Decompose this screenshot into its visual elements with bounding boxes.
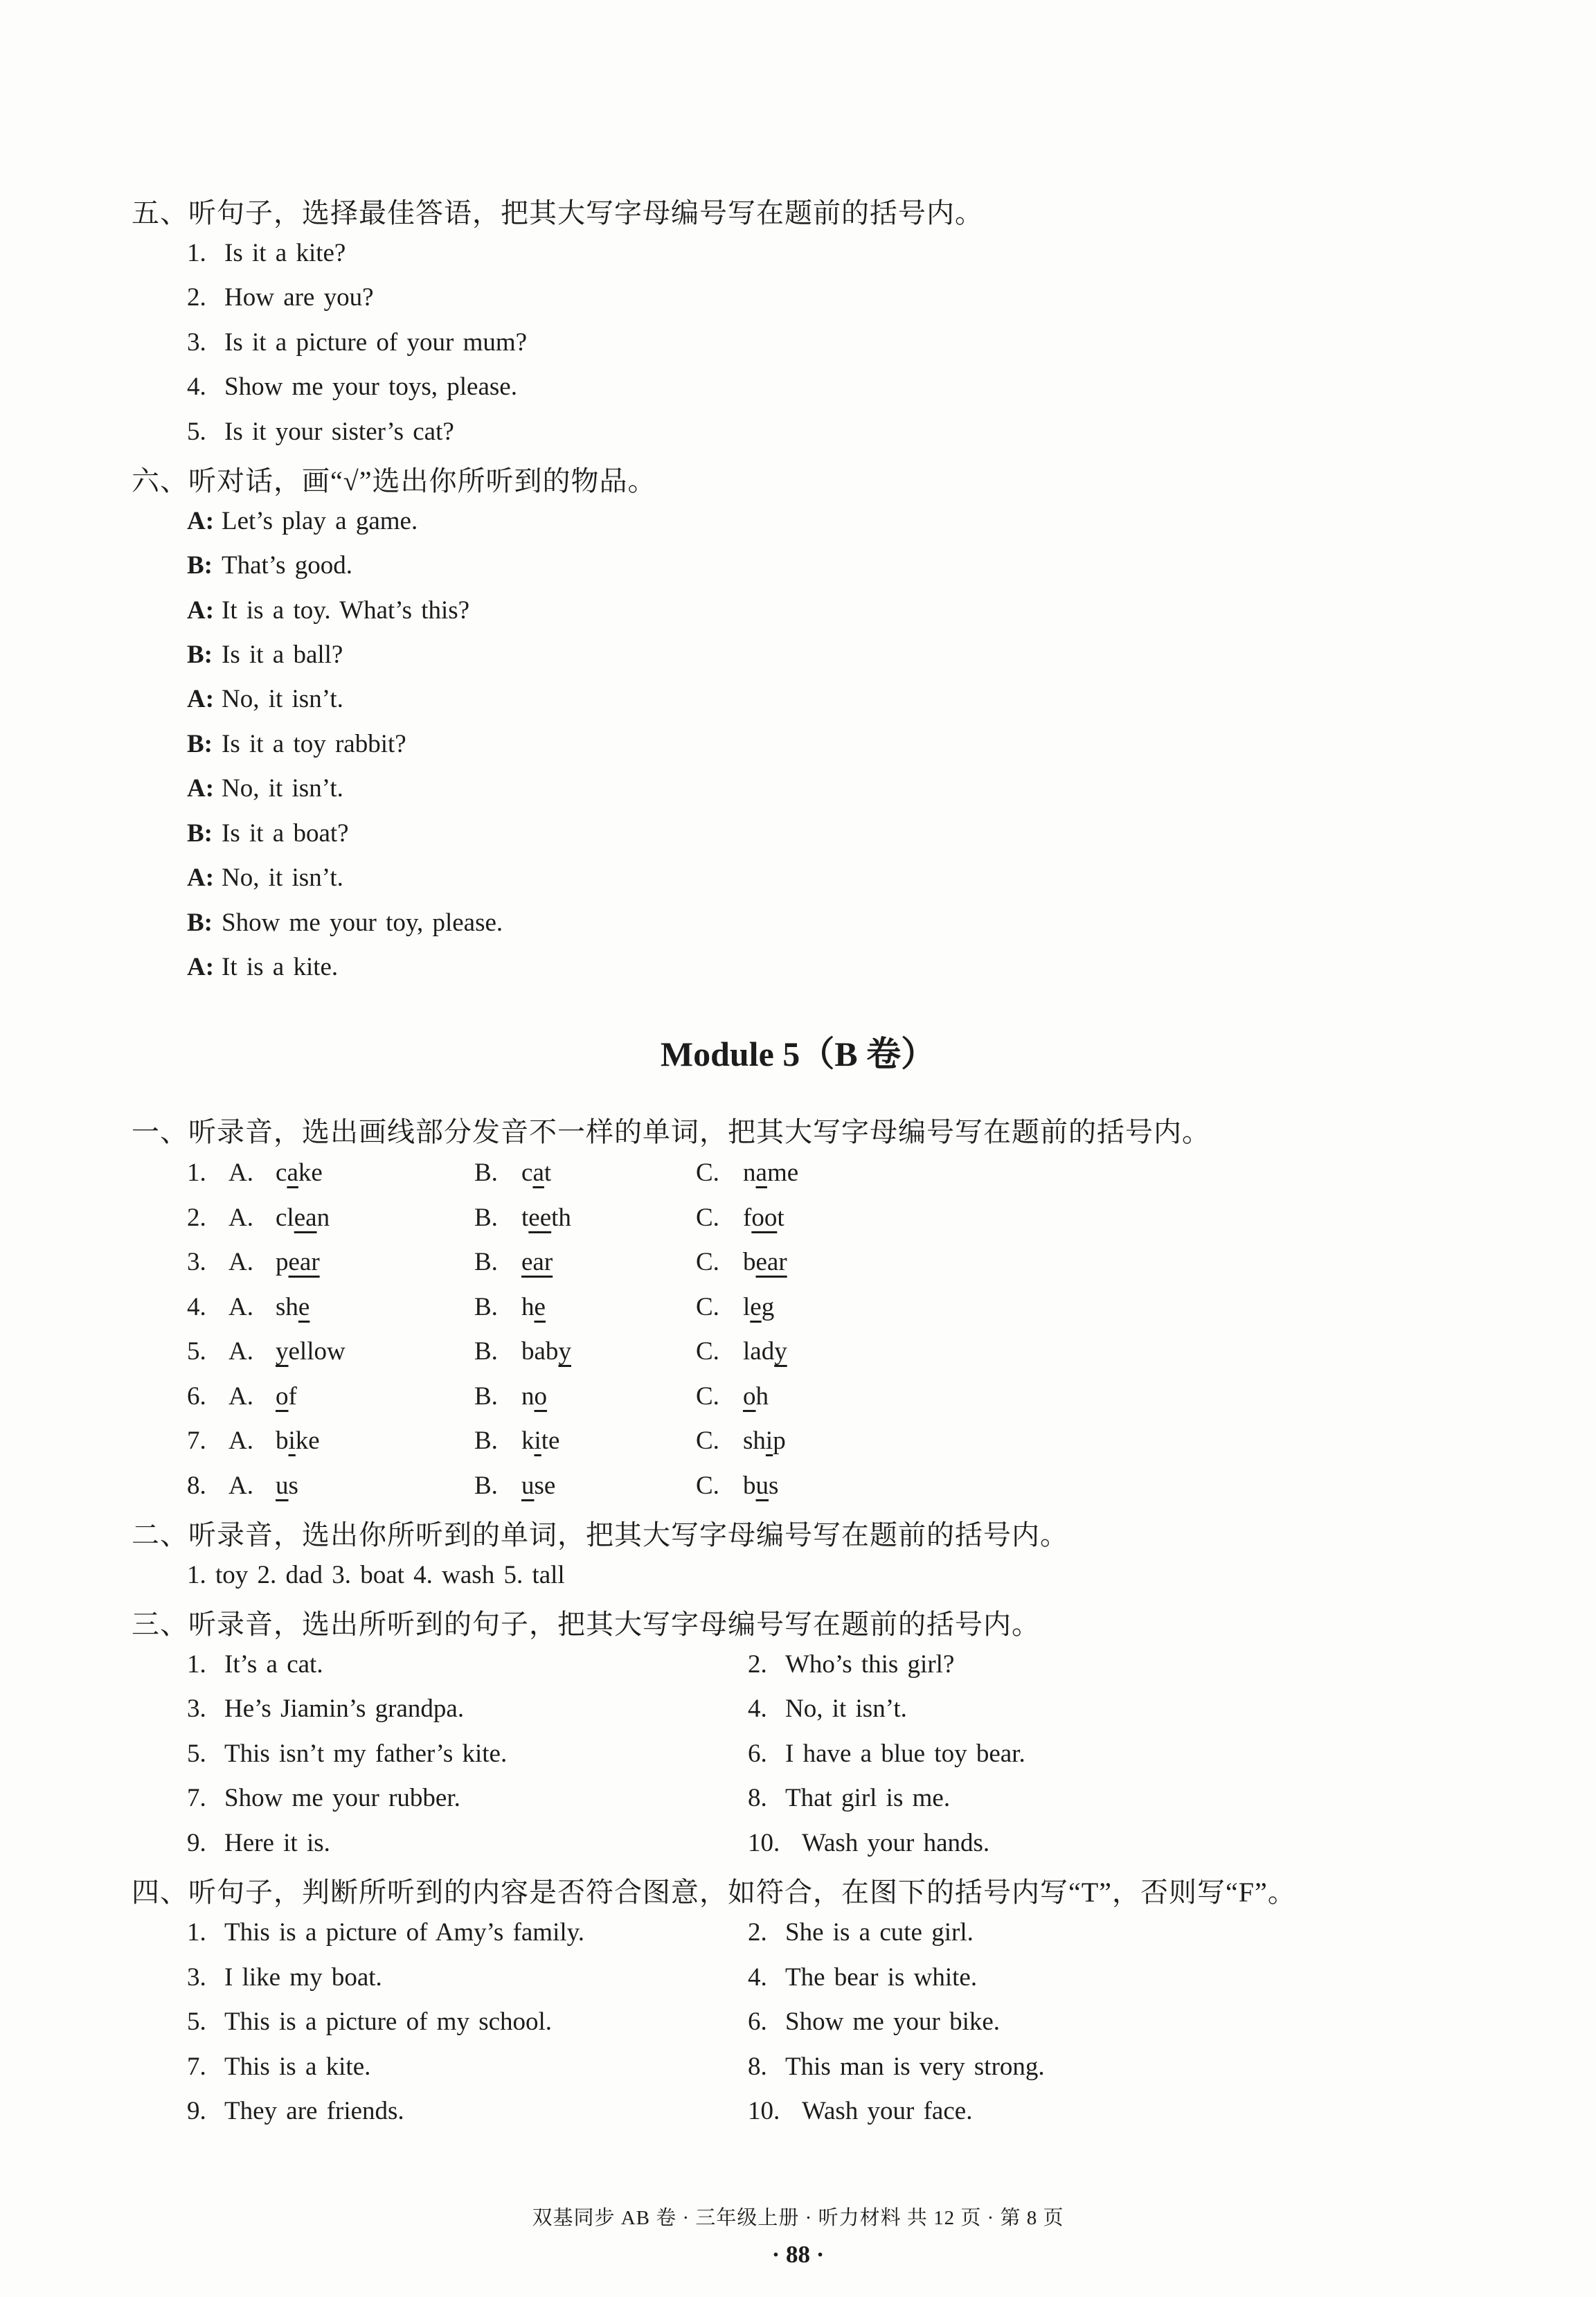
underlined-sound: i — [765, 1427, 773, 1455]
part-3-title: 三、听录音，选出所听到的句子，把其大写字母编号写在题前的括号内。 — [132, 1609, 1040, 1640]
option-c: C. oh — [696, 1382, 769, 1411]
underlined-sound: e — [750, 1293, 762, 1321]
underlined-sound: ear — [755, 1248, 787, 1276]
underlined-sound: i — [534, 1427, 541, 1455]
list-item: 2. Who’s this girl? — [748, 1650, 955, 1679]
list-item: 5. This is a picture of my school. — [187, 2008, 553, 2036]
list-item: 6. Show me your bike. — [748, 2008, 1001, 2036]
list-item: 9. Here it is. — [187, 1829, 330, 1857]
underlined-sound: o — [534, 1382, 547, 1411]
list-item: 1. It’s a cat. — [187, 1650, 323, 1679]
dialogue-line: A: No, it isn’t. — [187, 864, 343, 892]
dialogue-line: A: It is a toy. What’s this? — [187, 596, 470, 625]
list-item: 9. They are friends. — [187, 2097, 404, 2125]
option-number: 5. — [187, 1337, 206, 1366]
option-c: C. leg — [696, 1293, 775, 1321]
module-title: Module 5（B 卷） — [660, 1035, 936, 1073]
option-b: B. ear — [474, 1248, 553, 1276]
option-c: C. lady — [696, 1337, 787, 1366]
underlined-sound: ear — [288, 1248, 320, 1276]
option-a: A. clean — [228, 1204, 330, 1232]
list-item: 5. This isn’t my father’s kite. — [187, 1740, 508, 1768]
list-item: 7. Show me your rubber. — [187, 1784, 460, 1812]
list-item: 3. I like my boat. — [187, 1963, 382, 1992]
section-6-title: 六、听对话，画“√”选出你所听到的物品。 — [132, 465, 656, 497]
list-item: 2. How are you? — [187, 283, 374, 312]
section-5-title: 五、听句子，选择最佳答语，把其大写字母编号写在题前的括号内。 — [132, 197, 983, 229]
option-a: A. she — [228, 1293, 310, 1321]
option-a: A. pear — [228, 1248, 320, 1276]
option-number: 8. — [187, 1472, 206, 1500]
underlined-sound: u — [755, 1472, 769, 1500]
list-item: 3. He’s Jiamin’s grandpa. — [187, 1695, 465, 1723]
dialogue-line: B: That’s good. — [187, 551, 352, 580]
list-item: 4. The bear is white. — [748, 1963, 978, 1992]
option-c: C. foot — [696, 1204, 784, 1232]
option-number: 6. — [187, 1382, 206, 1411]
option-a: A. cake — [228, 1159, 323, 1187]
underlined-sound: e — [298, 1293, 310, 1321]
page-number: · 88 · — [771, 2241, 825, 2268]
option-number: 4. — [187, 1293, 206, 1321]
list-item: 5. Is it your sister’s cat? — [187, 418, 454, 446]
underlined-sound: y — [774, 1337, 787, 1366]
list-item: 4. No, it isn’t. — [748, 1695, 907, 1723]
list-item: 8. That girl is me. — [748, 1784, 951, 1812]
option-number: 7. — [187, 1427, 206, 1455]
underlined-sound: oo — [751, 1204, 778, 1232]
dialogue-line: B: Is it a ball? — [187, 641, 343, 669]
dialogue-line: B: Is it a boat? — [187, 819, 349, 848]
underlined-sound: a — [532, 1159, 544, 1187]
option-c: C. name — [696, 1159, 799, 1187]
option-a: A. of — [228, 1382, 297, 1411]
list-item: 8. This man is very strong. — [748, 2053, 1045, 2081]
list-item: 6. I have a blue toy bear. — [748, 1740, 1025, 1768]
option-number: 2. — [187, 1204, 206, 1232]
underlined-sound: y — [558, 1337, 571, 1366]
word-list: 1. toy 2. dad 3. boat 4. wash 5. tall — [187, 1561, 565, 1589]
dialogue-line: A: No, it isn’t. — [187, 774, 343, 803]
underlined-sound: ee — [528, 1204, 552, 1232]
option-a: A. us — [228, 1472, 298, 1500]
underlined-sound: y — [276, 1337, 289, 1366]
underlined-sound: ea — [294, 1204, 317, 1232]
option-b: B. cat — [474, 1159, 552, 1187]
list-item: 3. Is it a picture of your mum? — [187, 328, 528, 357]
underlined-sound: ear — [521, 1248, 553, 1276]
option-number: 1. — [187, 1159, 206, 1187]
option-b: B. kite — [474, 1427, 560, 1455]
underlined-sound: u — [521, 1472, 535, 1500]
option-number: 3. — [187, 1248, 206, 1276]
option-c: C. bear — [696, 1248, 787, 1276]
option-c: C. bus — [696, 1472, 779, 1500]
part-4-title: 四、听句子，判断所听到的内容是否符合图意，如符合，在图下的括号内写“T”，否则写“F”。 — [132, 1877, 1296, 1908]
dialogue-line: B: Show me your toy, please. — [187, 909, 503, 937]
option-a: A. yellow — [228, 1337, 346, 1366]
underlined-sound: o — [276, 1382, 289, 1411]
option-b: B. baby — [474, 1337, 571, 1366]
part-2-title: 二、听录音，选出你所听到的单词，把其大写字母编号写在题前的括号内。 — [132, 1519, 1068, 1550]
option-c: C. ship — [696, 1427, 786, 1455]
underlined-sound: o — [743, 1382, 756, 1411]
option-a: A. bike — [228, 1427, 320, 1455]
dialogue-line: A: No, it isn’t. — [187, 685, 343, 713]
list-item: 2. She is a cute girl. — [748, 1918, 974, 1947]
option-b: B. he — [474, 1293, 546, 1321]
part-1-title: 一、听录音，选出画线部分发音不一样的单词，把其大写字母编号写在题前的括号内。 — [132, 1116, 1210, 1147]
option-b: B. use — [474, 1472, 556, 1500]
list-item: 1. This is a picture of Amy’s family. — [187, 1918, 584, 1947]
dialogue-line: A: It is a kite. — [187, 953, 339, 981]
underlined-sound: u — [276, 1472, 289, 1500]
dialogue-line: B: Is it a toy rabbit? — [187, 730, 406, 758]
list-item: 7. This is a kite. — [187, 2053, 371, 2081]
page-footer: 双基同步 AB 卷 · 三年级上册 · 听力材料 共 12 页 · 第 8 页 — [532, 2207, 1064, 2229]
list-item: 10. Wash your hands. — [748, 1829, 990, 1857]
underlined-sound: e — [534, 1293, 546, 1321]
option-b: B. teeth — [474, 1204, 571, 1232]
underlined-sound: a — [755, 1159, 767, 1187]
list-item: 4. Show me your toys, please. — [187, 373, 517, 401]
option-b: B. no — [474, 1382, 547, 1411]
list-item: 1. Is it a kite? — [187, 239, 346, 267]
underlined-sound: i — [288, 1427, 296, 1455]
list-item: 10. Wash your face. — [748, 2097, 973, 2125]
dialogue-line: A: Let’s play a game. — [187, 507, 418, 535]
underlined-sound: a — [287, 1159, 298, 1187]
